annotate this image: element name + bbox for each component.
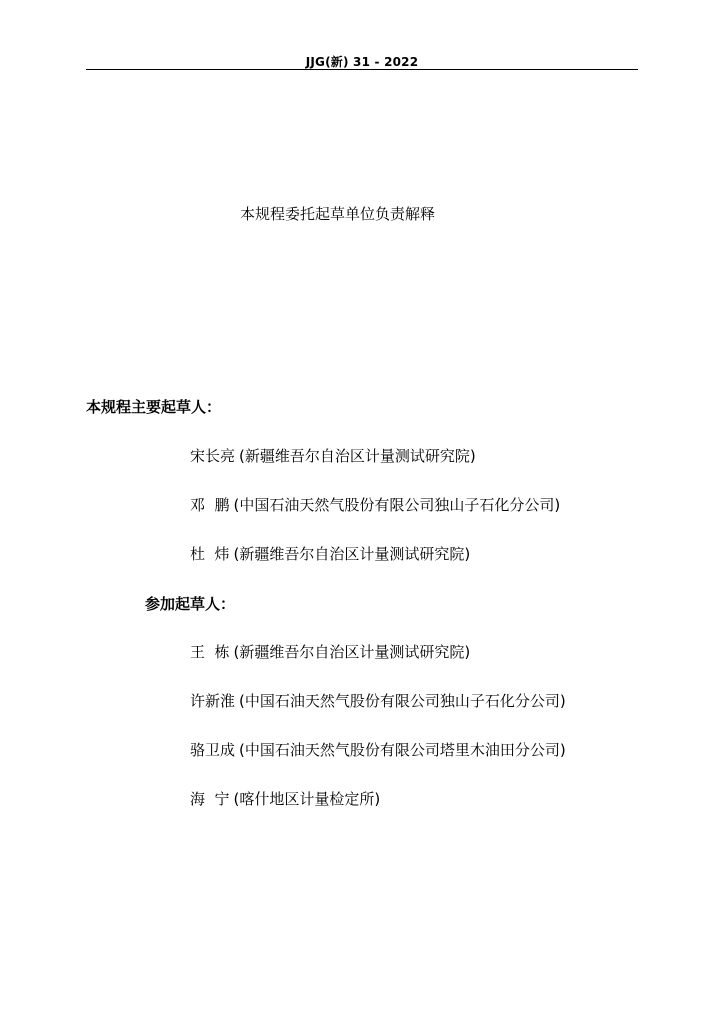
- drafter-name: 邓 鹏: [190, 496, 230, 514]
- drafter-organization: (中国石油天然气股份有限公司塔里木油田分公司): [239, 741, 566, 759]
- drafter-organization: (喀什地区计量检定所): [233, 790, 381, 808]
- header-divider: [86, 69, 638, 70]
- drafter-name: 海 宁: [190, 790, 230, 808]
- document-code-header: JJG(新) 31 - 2022: [305, 55, 419, 69]
- main-drafter-entry: [190, 543, 470, 564]
- main-drafter-entry: [190, 494, 560, 515]
- main-drafter-entry: [190, 445, 476, 466]
- drafter-organization: (新疆维吾尔自治区计量测试研究院): [239, 447, 476, 465]
- participating-drafter-entry: [190, 641, 470, 662]
- drafter-name: 杜 炜: [190, 545, 230, 563]
- drafter-organization: (中国石油天然气股份有限公司独山子石化分公司): [239, 692, 566, 710]
- drafter-name: 王 栋: [190, 643, 230, 661]
- interpretation-statement: 本规程委托起草单位负责解释: [240, 205, 436, 223]
- participating-drafter-entry: [190, 690, 566, 711]
- drafter-name: 宋长亮: [190, 447, 236, 465]
- participating-drafter-entry: [190, 788, 380, 809]
- participating-drafter-entry: [190, 739, 566, 760]
- drafter-name: 许新淮: [190, 692, 236, 710]
- drafter-organization: (新疆维吾尔自治区计量测试研究院): [233, 545, 471, 563]
- drafter-organization: (新疆维吾尔自治区计量测试研究院): [233, 643, 471, 661]
- participating-drafters-title: 参加起草人：: [145, 595, 236, 613]
- drafter-organization: (中国石油天然气股份有限公司独山子石化分公司): [233, 496, 561, 514]
- main-drafters-title: 本规程主要起草人：: [86, 398, 222, 416]
- drafter-name: 骆卫成: [190, 741, 236, 759]
